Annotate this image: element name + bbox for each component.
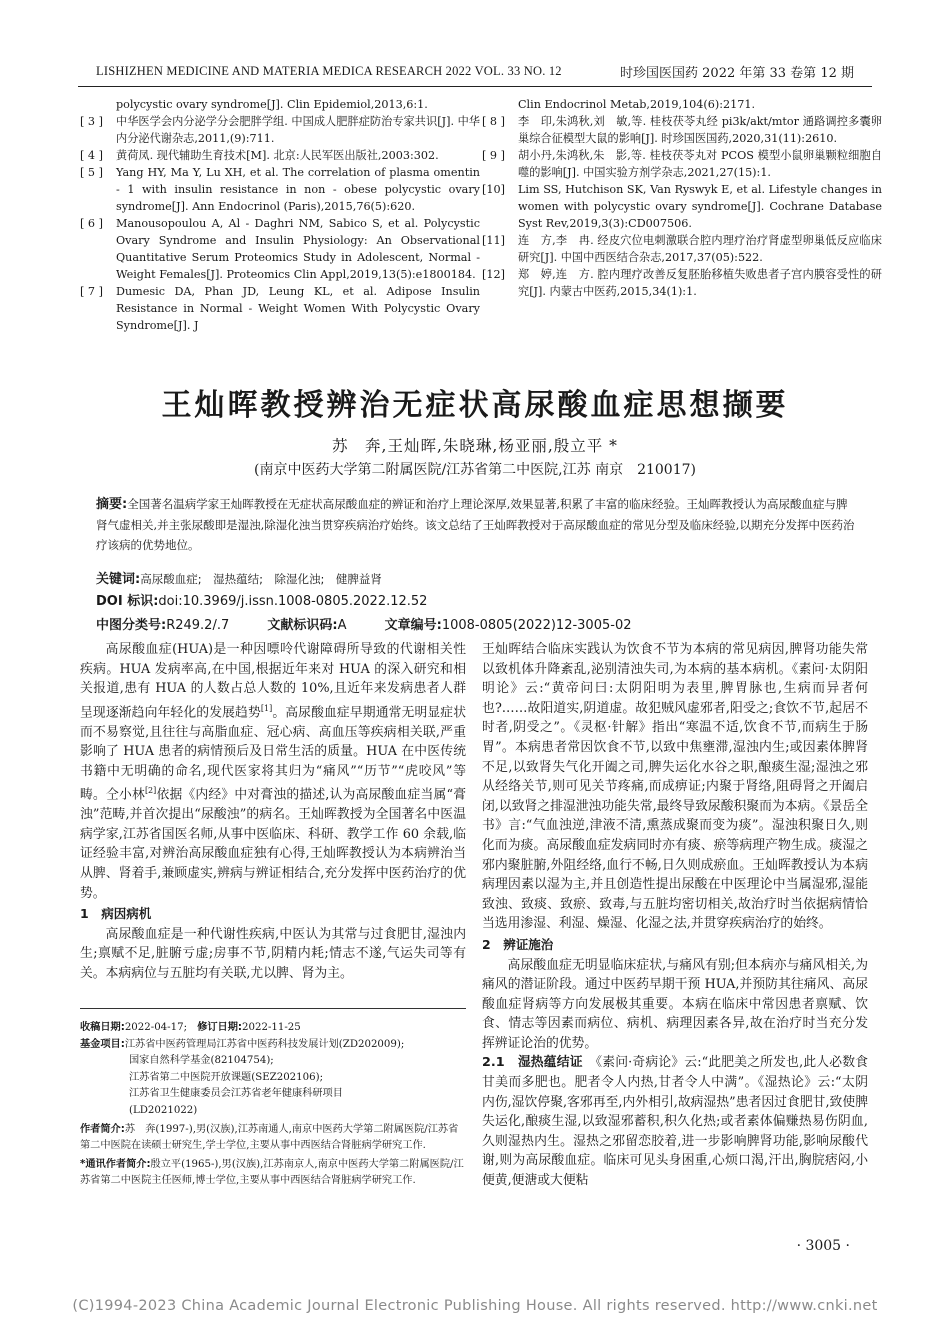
fund-item: 江苏省中医药管理局江苏省中医药科技发展计划(ZD202009);: [124, 1038, 405, 1050]
body-paragraph: [482, 1053, 868, 1190]
journal-name-english: LISHIZHEN MEDICINE AND MATERIA MEDICA RESEARCH 2022 VOL. 33 NO. 12: [96, 64, 562, 78]
doi-value: doi:10.3969/j.issn.1008-0805.2022.12.52: [158, 594, 428, 609]
reference-text: Yang HY, Ma Y, Lu XH, et al. The correlation of plasma omentin - 1 with insulin resistance in non - obese polycystic ovary syndrome[J]. Ann Endocrinol (Paris),2015,76(5):620.: [116, 166, 480, 213]
body-left-column: [80, 640, 466, 984]
reference-item: [80, 164, 480, 215]
reference-number: [ 5 ]: [80, 166, 103, 179]
body-paragraph: 高尿酸血症无明显临床症状,与痛风有别;但本病亦与痛风相关,为痛风的潜证阶段。通过中医药早期干预 HUA,并预防其往痛风、高尿酸血症肾病等方向发展极其重要。本病在临床中常因患者禀赋、饮食、情志等因素而病位、病机、病理因素各异,故在治疗时当充分发挥辨证论治的优势。: [482, 957, 868, 1051]
article-authors: 苏 奔,王灿晖,朱晓琳,杨亚丽,殷立平 *: [332, 437, 618, 455]
abstract-text: 全国著名温病学家王灿晖教授在无症状高尿酸血症的辨证和治疗上理论深厚,效果显著,积累了丰富的临床经验。王灿晖教授认为高尿酸血症与脾肾气虚相关,并主张尿酸即是湿浊,除湿化浊当贯穿疾病治疗始终。该文总结了王灿晖教授对于高尿酸血症的常见分型及临床经验,以期充分发挥中医药治疗该病的优势地位。: [96, 497, 855, 552]
paragraph-text: 依据《内经》中对膏浊的描述,认为高尿酸血症当属“膏浊”范畴,并首次提出“尿酸浊”的病名。王灿晖教授为全国著名中医温病学家,江苏省国医名师,从事中医临床、科研、教学工作 60 余载,临证经验丰富,对辨治高尿酸血症独有心得,王灿晖教授认为本病辨治当从脾、肾着手,兼顾虚实,辨病与辨证相结合,充分发挥中医药治疗的优势。: [80, 787, 466, 901]
document-code-value: A: [337, 618, 347, 633]
reference-number: [ 8 ]: [482, 115, 505, 128]
reference-text: Lim SS, Hutchison SK, Van Ryswyk E, et al. Lifestyle changes in women with polycystic ovary syndrome[J]. Cochrane Database Syst Rev,2019,3(3):CD007506.: [518, 183, 882, 230]
reference-number: [ 4 ]: [80, 149, 103, 162]
reference-item: [482, 266, 882, 300]
class-label: 中图分类号:: [96, 618, 167, 633]
doi-label: DOI 标识:: [96, 594, 159, 609]
page-number: · 3005 ·: [796, 1238, 850, 1254]
reference-text: Manousopoulou A, Al - Daghri NM, Sabico S, et al. Polycystic Ovary Syndrome and Insulin Physiology: An Observational Quantitative Serum Proteomics Study in Adolescent, Normal - Weight Females[J]. Proteomics Clin Appl,2019,13(5):e1800184.: [116, 217, 480, 281]
reference-item: [482, 147, 882, 181]
author-bio-label: 作者简介:: [80, 1123, 125, 1135]
reference-text: 李 印,朱鸿秋,刘 敏,等. 桂枝茯苓丸经 pi3k/akt/mtor 通路调控多囊卵巢综合征模型大鼠的影响[J]. 时珍国医国药,2020,31(11):2610.: [518, 115, 882, 145]
reference-number: [ 9 ]: [482, 149, 505, 162]
fund-item: 国家自然科学基金(82104754);: [129, 1055, 274, 1067]
reference-item: [80, 147, 480, 164]
reference-item: [482, 181, 882, 232]
paragraph-text: 。高尿酸血症早期通常无明显症状而不易察觉,且往往与高脂血症、冠心病、高血压等疾病相关联,严重影响了 HUA 患者的病情预后及日常生活的质量。HUA 在中医传统书籍中无明确的命名,现代医家将其归为“痛风”“历节”“虎咬风”等畴。仝小林: [80, 705, 467, 803]
reference-number: [10]: [482, 183, 505, 196]
author-bio-text: 苏 奔(1997-),男(汉族),江苏南通人,南京中医药大学第二附属医院/江苏省第二中医院在读硕士研究生,学士学位,主要从事中西医结合肾脏病学研究工作.: [80, 1123, 459, 1152]
classification-line: [96, 614, 856, 633]
document-code-label: 文献标识码:: [267, 618, 338, 633]
journal-name-chinese: 时珍国医国药 2022 年第 33 卷第 12 期: [620, 66, 854, 81]
reference-number: [ 7 ]: [80, 285, 103, 298]
reference-number: [11]: [482, 234, 505, 247]
revised-date: 2022-11-25: [242, 1022, 301, 1033]
corresponding-author-label: *通讯作者简介:: [80, 1158, 151, 1170]
reference-number: [ 6 ]: [80, 217, 103, 230]
keywords-text: 高尿酸血症; 湿热蕴结; 除湿化浊; 健脾益肾: [140, 572, 382, 586]
reference-item: [482, 113, 882, 147]
body-paragraph: 高尿酸血症是一种代谢性疾病,中医认为其常与过食肥甘,湿浊内生;禀赋不足,脏腑亏虚;房事不节,阴精内耗;情志不遂,气运失司等有关。本病病位与五脏均有关联,尤以脾、肾为主。: [80, 926, 466, 982]
reference-number: [12]: [482, 268, 505, 281]
body-paragraph: [80, 640, 466, 903]
abstract-label: 摘要:: [96, 497, 128, 512]
received-label: 收稿日期:: [80, 1022, 125, 1033]
citation-marker: [2]: [144, 786, 157, 796]
reference-item: [482, 232, 882, 266]
references-right-column: [482, 96, 882, 300]
footnote-rule: [80, 1008, 466, 1009]
reference-text: 胡小丹,朱鸿秋,朱 影,等. 桂枝茯苓丸对 PCOS 模型小鼠卵巢颗粒细胞自噬的影响[J]. 中国实验方剂学杂志,2021,27(15):1.: [518, 149, 882, 179]
revised-label: 修订日期:: [197, 1022, 243, 1033]
reference-continuation: Clin Endocrinol Metab,2019,104(6):2171.: [518, 98, 755, 111]
section-heading: 1 病因病机: [80, 906, 152, 922]
reference-continuation: polycystic ovary syndrome[J]. Clin Epidemiol,2013,6:1.: [116, 98, 428, 111]
fund-item: 江苏省第二中医院开放课题(SEZ202106);: [129, 1071, 324, 1083]
doi-line: [96, 590, 856, 609]
article-number-label: 文章编号:: [384, 618, 442, 633]
reference-text: Dumesic DA, Phan JD, Leung KL, et al. Adipose Insulin Resistance in Normal - Weight Women With Polycystic Ovary Syndrome[J]. J: [116, 285, 480, 332]
abstract: [96, 494, 856, 555]
reference-text: 郑 婷,连 方. 腔内理疗改善反复胚胎移植失败患者子宫内膜容受性的研究[J]. 内蒙古中医药,2015,34(1):1.: [518, 268, 882, 298]
citation-marker: [1]: [260, 703, 273, 713]
header-rule: [78, 86, 872, 87]
corresponding-author-text: 殷立平(1965-),男(汉族),江苏南京人,南京中医药大学第二附属医院/江苏省第二中医院主任医师,博士学位,主要从事中西医结合肾脏病学研究工作.: [80, 1158, 464, 1187]
reference-item: [80, 283, 480, 334]
corresponding-author-bio: [80, 1157, 466, 1190]
author-bio: [80, 1122, 466, 1155]
article-title: 王灿晖教授辨治无症状高尿酸血症思想撷要: [161, 388, 789, 423]
running-head: [78, 62, 872, 84]
article-number-value: 1008-0805(2022)12-3005-02: [441, 618, 632, 633]
references-left-column: [80, 96, 480, 334]
reference-item: [80, 113, 480, 147]
paragraph-text: 高尿酸血症(HUA)是一种因嘌呤代谢障碍所导致的代谢相关性疾病。HUA 发病率高,在中国,根据近年来对 HUA 的深入研究和相关报道,患有 HUA 的人数占总人数的 10%,且近年来发病患者人群呈现逐渐趋向年轻化的发展趋势: [80, 642, 466, 721]
section-heading: 2 辨证施治: [482, 936, 554, 952]
subsection-heading: 2.1 湿热蕴结证: [482, 1055, 583, 1071]
reference-text: 中华医学会内分泌学分会肥胖学组. 中国成人肥胖症防治专家共识[J]. 中华内分泌代谢杂志,2011,(9):711.: [116, 115, 480, 145]
class-value: R249.2/.7: [166, 618, 230, 633]
fund-label: 基金项目:: [80, 1038, 125, 1050]
keywords-label: 关键词:: [96, 572, 141, 587]
reference-item: [80, 215, 480, 283]
reference-text: 黄荷凤. 现代辅助生育技术[M]. 北京:人民军医出版社,2003:302.: [116, 149, 439, 162]
paragraph-text: 《素问·奇病论》云:“此肥美之所发也,此人必数食甘美而多肥也。肥者令人内热,甘者令人中满”。《湿热论》云:“太阴内伤,湿饮停聚,客邪再至,内外相引,故病湿热”患者因过食肥甘,致使脾失运化,酿痰生湿,以致湿邪蓄积,积久化热;或者素体偏赚热易伤阴血,久则湿热内生。湿热之邪留恋胶着,进一步影响脾肾功能,影响尿酸代谢,则为高尿酸血症。临床可见头身困重,心烦口渴,汗出,胸脘痞闷,小便黄,便溏或大便粘: [482, 1055, 869, 1189]
footnote: [80, 1020, 466, 1190]
article-affiliation: (南京中医药大学第二附属医院/江苏省第二中医院,江苏 南京 210017): [254, 462, 696, 478]
reference-text: 连 方,李 冉. 经皮穴位电刺激联合腔内理疗治疗肾虚型卵巢低反应临床研究[J]. 中国中西医结合杂志,2017,37(05):522.: [518, 234, 882, 264]
received-date-line: [80, 1020, 466, 1037]
copyright-watermark: (C)1994-2023 China Academic Journal Electronic Publishing House. All rights reserved. http://www.cnki.net: [72, 1298, 878, 1314]
fund-item: (LD2021022): [129, 1104, 198, 1116]
reference-number: [ 3 ]: [80, 115, 103, 128]
body-paragraph: 王灿晖结合临床实践认为饮食不节为本病的常见病因,脾肾功能失常以致机体升降紊乱,泌别清浊失司,为本病的基本病机。《素问·太阴阳明论》云:“黄帝问曰:太阴阳明为表里,脾胃脉也,生病而异者何也?……故阳道实,阴道虚。故犯贼风虚邪者,阳受之;食饮不节,起居不时者,阴受之”。《灵枢·针解》指出“寒温不适,饮食不节,而病生于肠胃”。本病患者常因饮食不节,以致中焦壅滞,湿浊内生;或因素体脾肾不足,以致肾失气化开阖之司,脾失运化水谷之职,酿痰生湿;湿浊之邪从经络关节,则可见关节疼痛,而成痹证;内聚于肾络,阻碍肾之开阖启闭,以致肾之排湿泄浊功能失常,最终导致尿酸积聚而为本病。《景岳全书》言:“气血浊逆,津液不清,熏蒸成聚而变为痰”。湿浊积聚日久,则化而为痰。高尿酸血症发病同时亦有痰、瘀等病理产物生成。痰湿之邪内聚脏腑,外阻经络,血行不畅,日久则成瘀血。王灿晖教授认为本病病理因素以湿为主,并且创造性提出尿酸在中医理论中当属湿邪,湿能致浊、致痰、致瘀、致毒,与五脏均密切相关,故治疗时当依据病情恰当选用渗湿、利湿、燥湿、化湿之法,并贯穿疾病治疗的始终。: [482, 642, 868, 932]
received-date: 2022-04-17;: [124, 1022, 187, 1033]
fund-line: [80, 1037, 466, 1054]
body-right-column: [482, 640, 868, 1191]
keywords-line: [96, 568, 856, 587]
fund-item: 江苏省卫生健康委员会江苏省老年健康科研项目: [129, 1088, 343, 1100]
